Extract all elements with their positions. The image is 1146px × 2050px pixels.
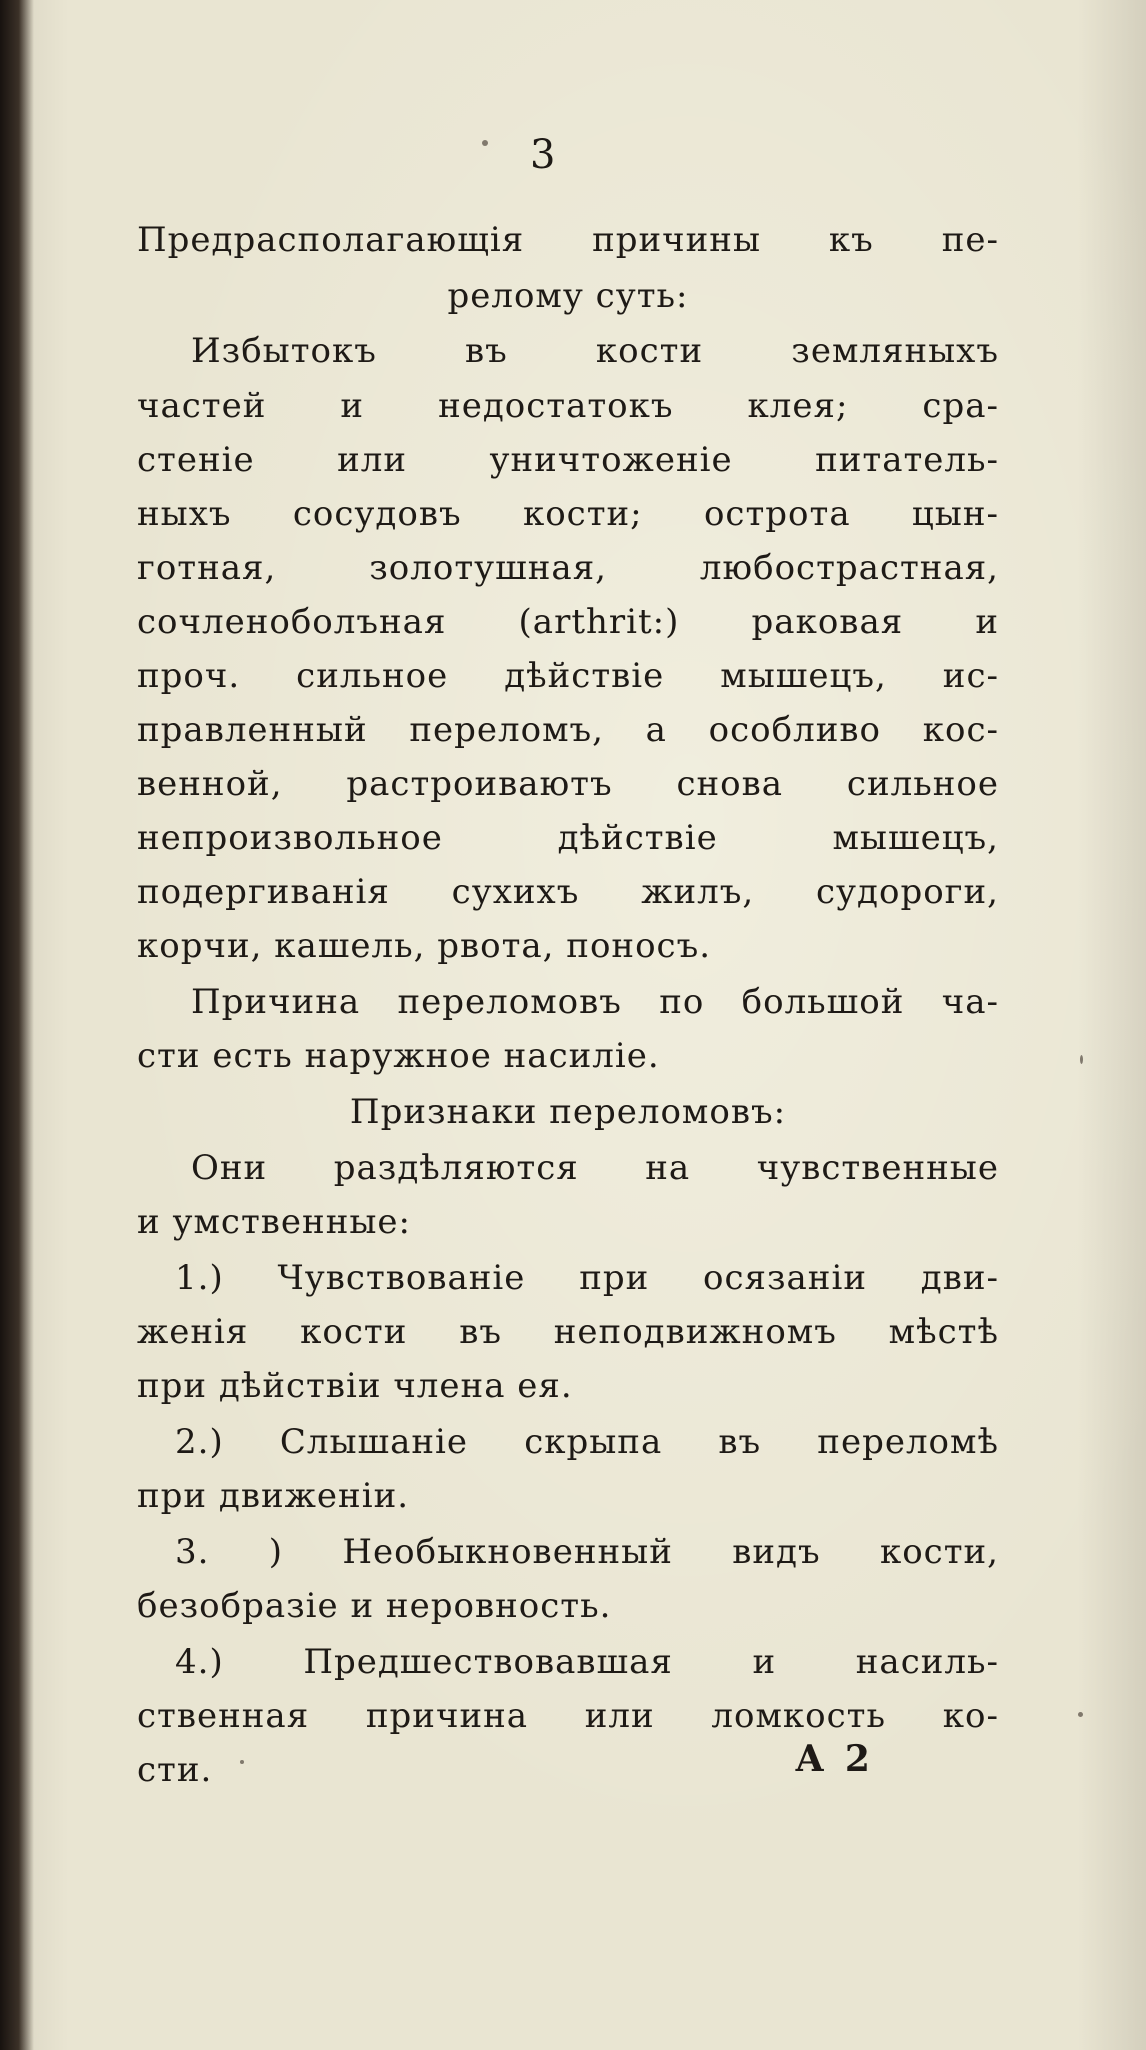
text-line: корчи, кашель, рвота, поносъ. [137,926,712,966]
text-line: ственная причина или ломкость ко- [137,1696,999,1736]
text-line: 1.) Чувствованіе при осязаніи дви- [175,1258,999,1298]
text-line: ныхъ сосудовъ кости; острота цын- [137,494,999,534]
text-line: частей и недостатокъ клея; сра- [137,386,999,426]
text-line: сочленоболъная (arthrit:) раковая и [137,602,999,642]
text-line: 2.) Слышаніе скрыпа въ переломѣ [175,1422,999,1462]
text-line: 3. ) Необыкновенный видъ кости, [175,1532,999,1572]
ink-speck [482,140,488,146]
text-line: венной, растроиваютъ снова сильное [137,764,999,804]
text-line: 4.) Предшествовавшая и насиль- [175,1642,999,1682]
text-line: готная, золотушная, любострастная, [137,548,999,588]
text-line: релому суть: [447,276,689,316]
text-line: женія кости въ неподвижномъ мѣстѣ [137,1312,999,1352]
text-line: Они раздѣляются на чувственные [191,1148,999,1188]
text-line: стеніе или уничтоженіе питатель- [137,440,999,480]
binding-edge [0,0,34,2050]
text-line: сти. [137,1750,213,1790]
text-line: Избытокъ въ кости земляныхъ [191,331,999,371]
ink-speck [1080,1055,1083,1064]
ink-speck [240,1760,244,1764]
text-line: сти есть наружное насиліе. [137,1036,660,1076]
text-line: проч. сильное дѣйствіе мышецъ, ис- [137,656,999,696]
text-line: при движеніи. [137,1476,410,1516]
text-line: и умственные: [137,1202,411,1242]
text-line: подергиванія сухихъ жилъ, судороги, [137,872,999,912]
text-line: правленный переломъ, а особливо кос- [137,710,999,750]
text-line: непроизвольное дѣйствіе мышецъ, [137,818,999,858]
text-line: безобразіе и неровность. [137,1586,612,1626]
text-line: Признаки переломовъ: [349,1092,787,1132]
page-number: 3 [530,132,556,178]
text-line: при дѣйствіи члена ея. [137,1366,573,1406]
ink-speck [1078,1712,1083,1717]
text-line: Предрасполагающія причины къ пе- [137,220,999,260]
signature-mark: А 2 [795,1738,874,1780]
text-line: Причина переломовъ по большой ча- [191,982,999,1022]
